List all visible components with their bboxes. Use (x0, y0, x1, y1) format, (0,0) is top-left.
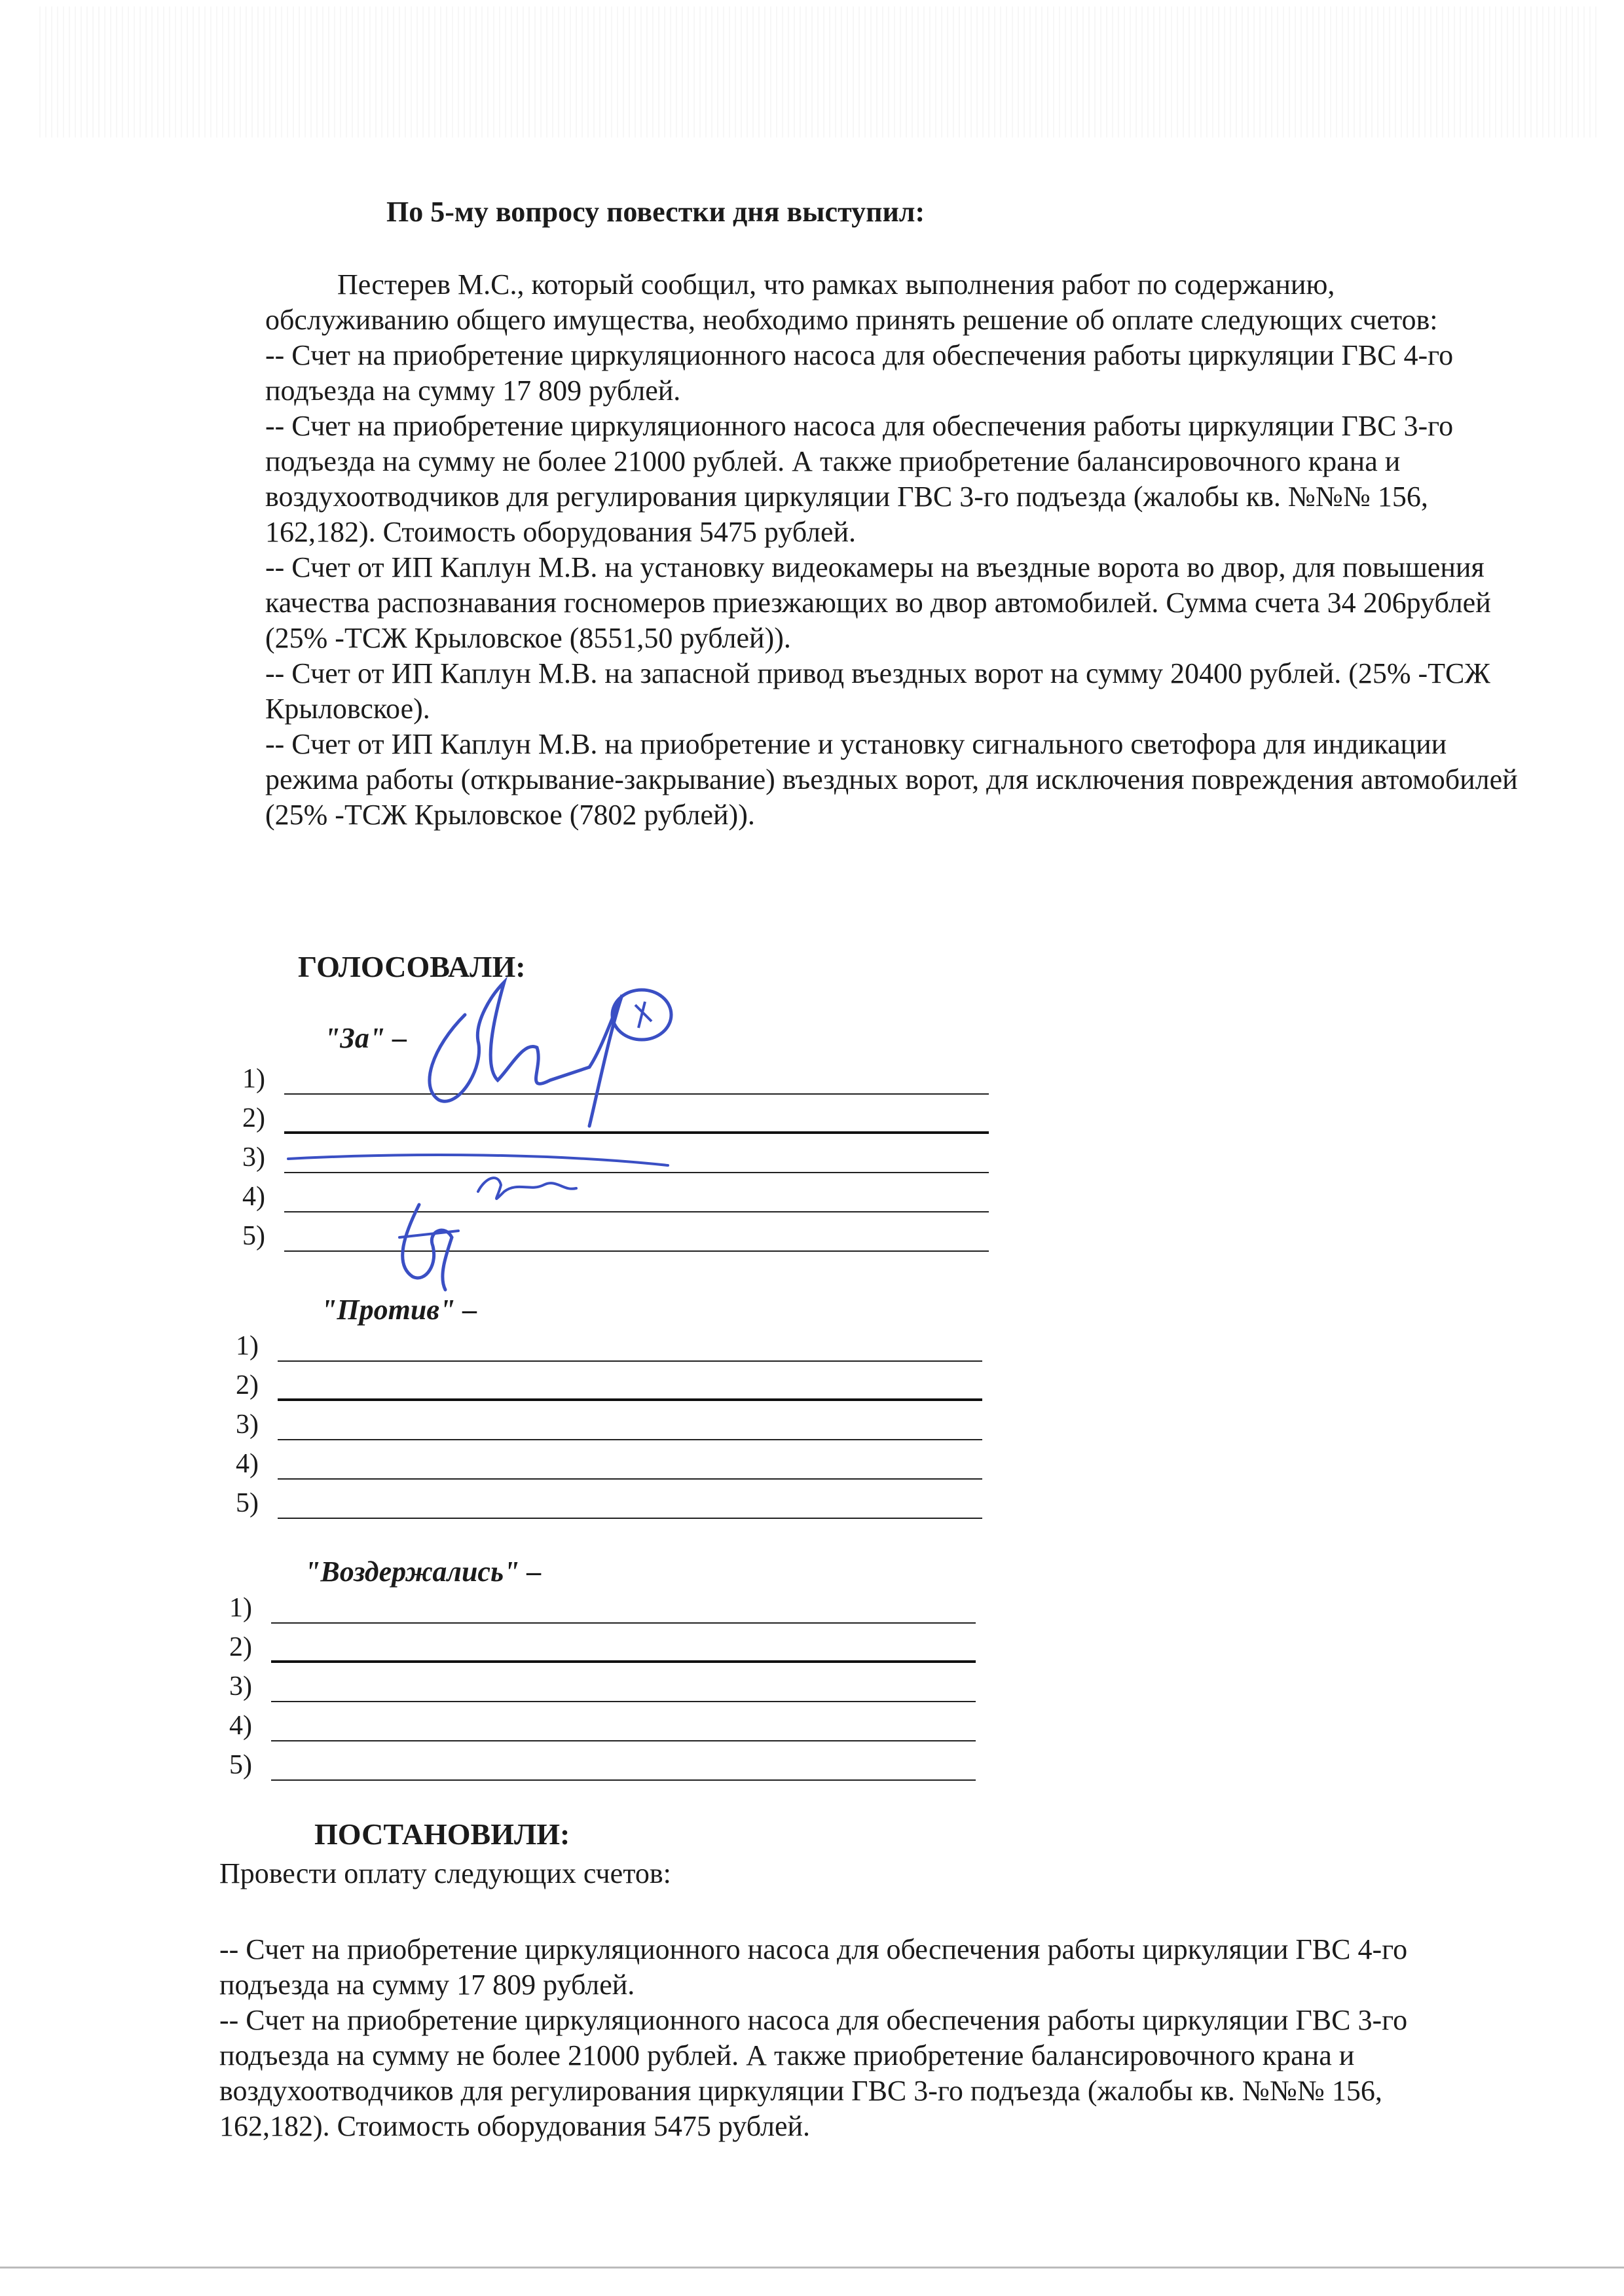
vote-line (229, 1663, 976, 1702)
vote-line (229, 1702, 976, 1741)
blank-line (278, 1489, 982, 1519)
resolved-item: -- Счет на приобретение циркуляционного насоса для обеспечения работы циркуляции ГВС 4-го подъезда на сумму 17 809 рублей. (219, 1933, 1408, 2001)
line-number: 5) (242, 1221, 265, 1251)
line-number: 2) (242, 1103, 265, 1133)
blank-line (278, 1332, 982, 1362)
line-number: 3) (229, 1671, 252, 1702)
blank-line (278, 1449, 982, 1480)
signature-stroke (589, 995, 622, 1126)
intro-paragraph (265, 267, 1522, 833)
vote-line (236, 1440, 982, 1480)
line-number: 5) (229, 1750, 252, 1780)
blank-line (271, 1711, 976, 1741)
vote-against-label: "Против" – (321, 1294, 477, 1326)
signature-stroke (430, 982, 589, 1101)
line-number: 2) (236, 1370, 259, 1400)
vote-line (242, 1173, 989, 1212)
vote-abstain-lines (229, 1584, 976, 1781)
resolved-title: ПОСТАНОВИЛИ: (314, 1817, 570, 1851)
intro-line: -- Счет от ИП Каплун М.В. на запасной привод въездных ворот на сумму 20400 рублей. (25% -ТСЖ Крыловское). (265, 657, 1490, 725)
line-number: 1) (242, 1064, 265, 1094)
voting-title: ГОЛОСОВАЛИ: (298, 950, 526, 983)
intro-line: -- Счет от ИП Каплун М.В. на установку видеокамеры на въездные ворота во двор, для повышения качества распознавания госномеров приезжающих во двор автомобилей. Сумма счета 34 206рублей (25% -ТСЖ Крыловское (8551,50 рублей)). (265, 551, 1491, 654)
line-number: 2) (229, 1632, 252, 1662)
resolved-item: -- Счет на приобретение циркуляционного насоса для обеспечения работы циркуляции ГВС 3-го подъезда на сумму не более 21000 рублей. А также приобретение балансировочного крана и воздухоотводчиков для регулирования циркуляции ГВС 3-го подъезда (жалобы кв. №№№ 156, 162,182). Стоимость оборудования 5475 рублей. (219, 2004, 1408, 2142)
signature-stroke (635, 1002, 652, 1028)
line-number: 4) (229, 1711, 252, 1741)
page-bottom-edge (0, 2267, 1624, 2269)
line-number: 3) (242, 1142, 265, 1173)
resolved-body (219, 1856, 1464, 2144)
intro-line: -- Счет на приобретение циркуляционного насоса для обеспечения работы циркуляции ГВС 4-го подъезда на сумму 17 809 рублей. (265, 339, 1454, 407)
signature-1 (393, 969, 694, 1139)
resolved-lead: Провести оплату следующих счетов: (219, 1857, 671, 1889)
line-number: 1) (236, 1331, 259, 1361)
line-number: 5) (236, 1488, 259, 1518)
vote-line (236, 1401, 982, 1440)
line-number: 1) (229, 1593, 252, 1623)
vote-line (242, 1212, 989, 1252)
line-number: 3) (236, 1410, 259, 1440)
line-number: 4) (242, 1182, 265, 1212)
vote-line (229, 1624, 976, 1663)
agenda-heading: По 5-му вопросу повестки дня выступил: (386, 196, 925, 228)
blank-line (271, 1594, 976, 1624)
signature-stroke (403, 1205, 452, 1290)
blank-line (278, 1370, 982, 1401)
scan-noise (39, 7, 1598, 137)
intro-line: -- Счет от ИП Каплун М.В. на приобретение и установку сигнального светофора для индикации режима работы (открывание-закрывание) въездных ворот, для исключения повреждения автомобилей (25% -ТСЖ Крыловское (7802 рублей)). (265, 728, 1518, 831)
signature-stroke (478, 1178, 576, 1199)
blank-line (278, 1410, 982, 1440)
vote-against-lines (236, 1322, 982, 1519)
vote-for-label: "За" – (324, 1022, 407, 1054)
vote-line (236, 1362, 982, 1401)
blank-line (271, 1751, 976, 1781)
line-number: 4) (236, 1449, 259, 1479)
blank-line (271, 1672, 976, 1702)
spacer (219, 1891, 1464, 1932)
blank-line (271, 1631, 976, 1663)
vote-line (236, 1322, 982, 1362)
vote-line (229, 1584, 976, 1624)
signature-2 (367, 1165, 589, 1296)
vote-abstain-label: "Воздержались" – (304, 1556, 542, 1588)
intro-line: Пестерев М.С., который сообщил, что рамках выполнения работ по содержанию, обслуживанию общего имущества, необходимо принять решение об оплате следующих счетов: (265, 268, 1438, 336)
intro-line: -- Счет на приобретение циркуляционного насоса для обеспечения работы циркуляции ГВС 3-го подъезда на сумму не более 21000 рублей. А также приобретение балансировочного крана и воздухоотводчиков для регулирования циркуляции ГВС 3-го подъезда (жалобы кв. №№№ 156, 162,182). Стоимость оборудования 5475 рублей. (265, 410, 1454, 548)
vote-line (236, 1480, 982, 1519)
signature-stroke (288, 1155, 668, 1165)
vote-line (229, 1741, 976, 1781)
